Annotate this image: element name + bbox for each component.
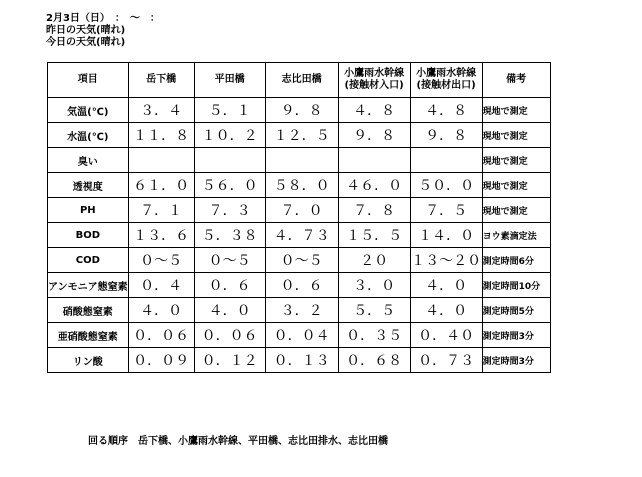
measurement-cell: ７．５ <box>410 198 482 223</box>
measurement-cell: ０．０６ <box>194 323 265 348</box>
measurement-cell: ５６．０ <box>194 173 265 198</box>
column-header-item: 項目 <box>48 63 129 98</box>
row-remark: 測定時間6分 <box>482 248 550 273</box>
measurement-cell: ０～５ <box>128 248 194 273</box>
measurement-cell <box>194 148 265 173</box>
measurement-cell: ４．０ <box>128 298 194 323</box>
measurement-cell: ０．４０ <box>410 323 482 348</box>
measurement-cell: ０．１３ <box>265 348 338 373</box>
row-remark: 現地で測定 <box>482 173 550 198</box>
column-header-shibita-bridge: 志比田橋 <box>265 63 338 98</box>
row-remark: 測定時間10分 <box>482 273 550 298</box>
measurement-cell: ４．０ <box>410 298 482 323</box>
measurement-cell: ７．１ <box>128 198 194 223</box>
measurement-cell: ５．１ <box>194 98 265 123</box>
table-row <box>48 223 551 248</box>
row-item-label: 水温(℃) <box>48 123 129 148</box>
column-header-hirata-bridge: 平田橋 <box>194 63 265 98</box>
measurement-cell: １５．５ <box>338 223 410 248</box>
table-row <box>48 148 551 173</box>
column-header-kotaka-outlet: 小鷹雨水幹線 (接触材出口) <box>410 63 482 98</box>
measurement-cell: ７．３ <box>194 198 265 223</box>
measurement-cell: ４６．０ <box>338 173 410 198</box>
row-item-label: 亜硝酸態窒素 <box>48 323 129 348</box>
measurement-cell: １０．２ <box>194 123 265 148</box>
measurement-cell: ４．８ <box>338 98 410 123</box>
table-row <box>48 298 551 323</box>
table-row <box>48 323 551 348</box>
row-item-label: 臭い <box>48 148 129 173</box>
row-item-label: 気温(℃) <box>48 98 129 123</box>
measurement-cell: ０～５ <box>265 248 338 273</box>
column-header-gakushita-bridge: 岳下橋 <box>128 63 194 98</box>
row-remark: 測定時間5分 <box>482 298 550 323</box>
measurement-cell: ３．４ <box>128 98 194 123</box>
today-weather: 今日の天気(晴れ) <box>46 37 126 48</box>
row-remark: 現地で測定 <box>482 123 550 148</box>
row-item-label: 硝酸態窒素 <box>48 298 129 323</box>
measurement-cell: ６１．０ <box>128 173 194 198</box>
measurement-cell: ９．８ <box>410 123 482 148</box>
row-remark: 測定時間3分 <box>482 348 550 373</box>
measurement-cell: ０．０９ <box>128 348 194 373</box>
measurement-cell <box>410 148 482 173</box>
measurement-cell: １２．５ <box>265 123 338 148</box>
table-row <box>48 173 551 198</box>
measurement-cell: １１．８ <box>128 123 194 148</box>
measurement-cell: ４．０ <box>410 273 482 298</box>
row-remark: ヨウ素滴定法 <box>482 223 550 248</box>
row-item-label: BOD <box>48 223 129 248</box>
measurement-cell: ４．８ <box>410 98 482 123</box>
table-row <box>48 123 551 148</box>
measurement-cell: １３．６ <box>128 223 194 248</box>
yesterday-weather: 昨日の天気(晴れ) <box>46 25 126 36</box>
date-time-line: 2月3日（日） ： ～ ： <box>46 13 160 24</box>
measurement-cell: ２０ <box>338 248 410 273</box>
measurement-cell: ０．７３ <box>410 348 482 373</box>
row-remark: 現地で測定 <box>482 98 550 123</box>
measurement-cell: ０．６８ <box>338 348 410 373</box>
measurement-cell: ７．８ <box>338 198 410 223</box>
row-remark: 現地で測定 <box>482 198 550 223</box>
row-item-label: リン酸 <box>48 348 129 373</box>
table-header-row <box>48 63 551 98</box>
measurement-cell: ５．５ <box>338 298 410 323</box>
measurement-cell: ０．０４ <box>265 323 338 348</box>
measurement-cell: ４．７３ <box>265 223 338 248</box>
table-row <box>48 273 551 298</box>
column-header-remarks: 備考 <box>482 63 550 98</box>
row-item-label: アンモニア態窒素 <box>48 273 129 298</box>
row-item-label: COD <box>48 248 129 273</box>
measurement-cell: ４．０ <box>194 298 265 323</box>
measurement-cell: ３．２ <box>265 298 338 323</box>
measurement-cell: ３．０ <box>338 273 410 298</box>
measurement-cell: ９．８ <box>265 98 338 123</box>
row-remark: 現地で測定 <box>482 148 550 173</box>
route-order-note: 回る順序 岳下橋、小鷹雨水幹線、平田橋、志比田排水、志比田橋 <box>88 436 388 447</box>
row-item-label: PH <box>48 198 129 223</box>
measurement-cell: １３～２０ <box>410 248 482 273</box>
measurement-cell: ７．０ <box>265 198 338 223</box>
measurement-cell: １４．０ <box>410 223 482 248</box>
measurement-cell: ０．３５ <box>338 323 410 348</box>
measurement-cell <box>128 148 194 173</box>
measurement-cell <box>265 148 338 173</box>
measurement-cell: ０．１２ <box>194 348 265 373</box>
water-quality-table <box>47 62 551 373</box>
table-row <box>48 198 551 223</box>
measurement-cell: ０～５ <box>194 248 265 273</box>
measurement-cell: ０．６ <box>265 273 338 298</box>
measurement-cell: ９．８ <box>338 123 410 148</box>
measurement-cell: ５８．０ <box>265 173 338 198</box>
measurement-cell: ５．３８ <box>194 223 265 248</box>
row-remark: 測定時間3分 <box>482 323 550 348</box>
table-row <box>48 98 551 123</box>
table-row <box>48 348 551 373</box>
measurement-cell: ０．４ <box>128 273 194 298</box>
column-header-kotaka-inlet: 小鷹雨水幹線 (接触材入口) <box>338 63 410 98</box>
measurement-cell: ５０．０ <box>410 173 482 198</box>
row-item-label: 透視度 <box>48 173 129 198</box>
table-row <box>48 248 551 273</box>
measurement-cell <box>338 148 410 173</box>
measurement-cell: ０．６ <box>194 273 265 298</box>
measurement-cell: ０．０６ <box>128 323 194 348</box>
